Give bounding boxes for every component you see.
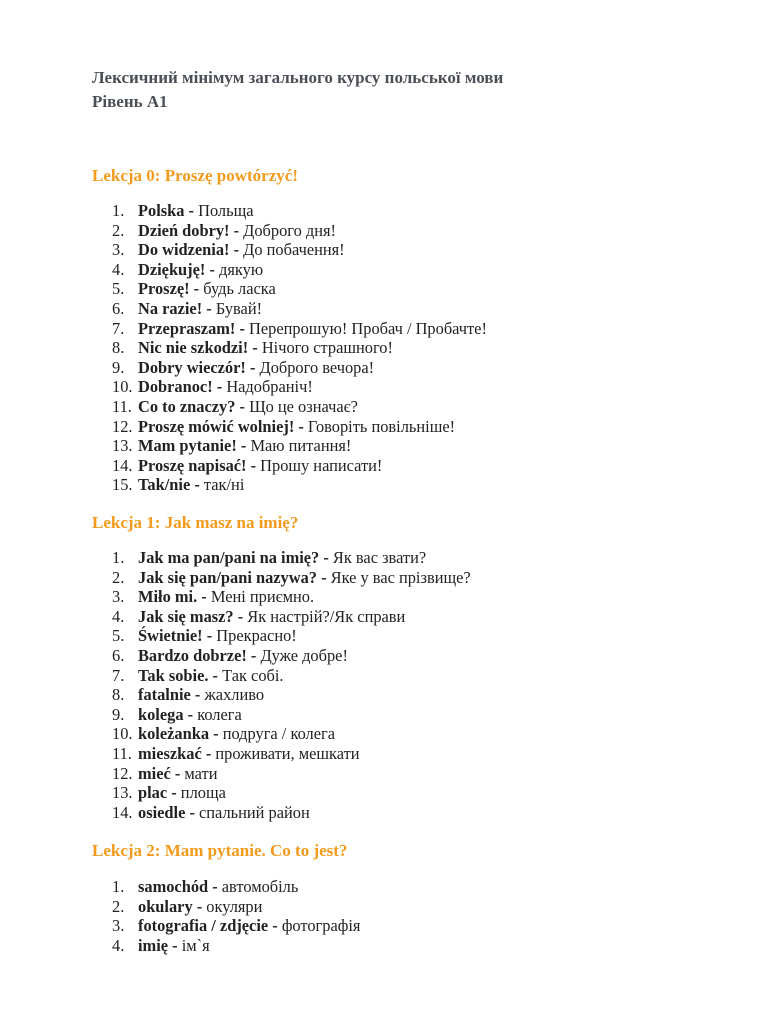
vocab-item [0, 319, 700, 339]
vocab-item [0, 358, 700, 378]
item-number: 2. [112, 896, 125, 916]
lesson-1-list [0, 548, 700, 822]
vocab-entry [138, 877, 298, 897]
polish-term: Przepraszam! - [138, 318, 245, 338]
ukrainian-translation: жахливо [200, 685, 265, 705]
ukrainian-translation: площа [176, 783, 226, 803]
polish-term: Proszę mówić wolniej! - [138, 416, 304, 436]
polish-term: Co to znaczy? - [138, 396, 245, 416]
vocab-item [0, 666, 700, 686]
ukrainian-translation: подруга / колега [218, 724, 336, 744]
item-number: 13. [112, 783, 133, 803]
polish-term: kolega - [138, 704, 194, 724]
lesson-2-list [0, 877, 700, 955]
polish-term: Proszę! - [138, 279, 200, 299]
vocab-entry [138, 377, 313, 397]
vocab-item [0, 201, 700, 221]
polish-term: Na razie! - [138, 298, 212, 318]
ukrainian-translation: Прошу написати! [256, 455, 383, 475]
ukrainian-translation: фотографія [277, 916, 361, 936]
item-number: 2. [112, 567, 125, 587]
polish-term: Do widzenia! - [138, 240, 240, 260]
vocab-entry [138, 916, 360, 936]
vocab-entry [138, 897, 262, 917]
vocab-entry [138, 358, 374, 378]
item-number: 3. [112, 916, 125, 936]
polish-term: osiedle - [138, 802, 195, 822]
ukrainian-translation: колега [193, 704, 242, 724]
vocab-entry [138, 626, 297, 646]
polish-term: Jak się pan/pani nazywa? - [138, 567, 327, 587]
polish-term: Dzień dobry! - [138, 220, 240, 240]
item-number: 8. [112, 685, 125, 705]
ukrainian-translation: Так собі. [218, 665, 284, 685]
ukrainian-translation: Нічого страшного! [257, 338, 393, 358]
vocab-entry [138, 397, 358, 417]
ukrainian-translation: Польща [194, 201, 254, 220]
vocab-entry [138, 803, 310, 823]
ukrainian-translation: дякую [214, 259, 264, 279]
item-number: 4. [112, 606, 125, 626]
vocab-item [0, 548, 700, 568]
vocab-item [0, 764, 700, 784]
polish-term: samochód - [138, 877, 218, 896]
vocab-entry [138, 744, 360, 764]
document-level: Рівень А1 [92, 92, 168, 111]
ukrainian-translation: Доброго вечора! [255, 357, 375, 377]
ukrainian-translation: будь ласка [199, 279, 276, 299]
vocab-item [0, 221, 700, 241]
polish-term: fotografia / zdjęcie - [138, 916, 278, 936]
vocab-item [0, 803, 700, 823]
item-number: 12. [112, 416, 133, 436]
ukrainian-translation: Яке у вас прізвище? [326, 567, 471, 587]
lesson-2-heading: Lekcja 2: Mam pytanie. Co to jest? [92, 841, 348, 860]
ukrainian-translation: Як вас звати? [328, 548, 427, 567]
vocab-entry [138, 764, 217, 784]
vocab-item [0, 475, 700, 495]
polish-term: Tak sobie. - [138, 665, 219, 685]
item-number: 7. [112, 665, 125, 685]
ukrainian-translation: Що це означає? [244, 396, 358, 416]
ukrainian-translation: До побачення! [239, 240, 345, 260]
vocab-item [0, 724, 700, 744]
vocab-item [0, 646, 700, 666]
vocab-entry [138, 568, 471, 588]
vocab-item [0, 397, 700, 417]
vocab-entry [138, 436, 351, 456]
vocab-item [0, 607, 700, 627]
lesson-1-heading: Lekcja 1: Jak masz na imię? [92, 513, 299, 532]
vocab-item [0, 626, 700, 646]
item-number: 12. [112, 763, 133, 783]
polish-term: Dobranoc! - [138, 377, 223, 397]
lesson-0-heading: Lekcja 0: Proszę powtórzyć! [92, 166, 298, 185]
vocab-entry [138, 299, 262, 319]
ukrainian-translation: Дуже добре! [256, 645, 348, 665]
document-title: Лексичний мінімум загального курсу польської мови [92, 68, 504, 87]
item-number: 11. [112, 396, 132, 416]
item-number: 7. [112, 318, 125, 338]
ukrainian-translation: окуляри [202, 896, 263, 916]
polish-term: Bardzo dobrze! - [138, 645, 257, 665]
item-number: 2. [112, 220, 125, 240]
item-number: 1. [112, 548, 125, 567]
vocab-item [0, 916, 700, 936]
item-number: 14. [112, 455, 133, 475]
vocab-entry [138, 685, 264, 705]
polish-term: imię - [138, 935, 178, 955]
item-number: 5. [112, 626, 125, 646]
vocab-entry [138, 646, 348, 666]
lesson-0-list [0, 201, 700, 495]
polish-term: Polska - [138, 201, 195, 220]
item-number: 13. [112, 436, 133, 456]
ukrainian-translation: проживати, мешкати [211, 743, 360, 763]
ukrainian-translation: мати [180, 763, 218, 783]
ukrainian-translation: Доброго дня! [239, 220, 336, 240]
vocab-entry [138, 221, 336, 241]
polish-term: Mam pytanie! - [138, 436, 247, 456]
vocab-item [0, 744, 700, 764]
vocab-entry [138, 319, 487, 339]
ukrainian-translation: ім`я [177, 935, 210, 955]
vocab-entry [138, 260, 263, 280]
polish-term: mieszkać - [138, 743, 212, 763]
vocab-entry [138, 548, 426, 568]
vocab-item [0, 685, 700, 705]
item-number: 3. [112, 240, 125, 260]
ukrainian-translation: спальний район [194, 802, 310, 822]
vocab-item [0, 240, 700, 260]
vocab-entry [138, 475, 244, 495]
item-number: 10. [112, 377, 133, 397]
ukrainian-translation: Бувай! [211, 298, 263, 318]
vocab-entry [138, 936, 210, 956]
ukrainian-translation: автомобіль [217, 877, 299, 896]
vocab-item [0, 279, 700, 299]
polish-term: okulary - [138, 896, 203, 916]
item-number: 9. [112, 357, 125, 377]
vocab-item [0, 783, 700, 803]
item-number: 10. [112, 724, 133, 744]
vocab-entry [138, 724, 335, 744]
item-number: 14. [112, 802, 133, 822]
polish-term: plac - [138, 783, 177, 803]
vocab-item [0, 260, 700, 280]
item-number: 9. [112, 704, 125, 724]
item-number: 11. [112, 743, 132, 763]
vocab-item [0, 705, 700, 725]
vocab-entry [138, 705, 242, 725]
polish-term: Dziękuję! - [138, 259, 215, 279]
polish-term: mieć - [138, 763, 181, 783]
vocab-item [0, 568, 700, 588]
vocab-entry [138, 279, 276, 299]
vocab-entry [138, 587, 314, 607]
item-number: 6. [112, 298, 125, 318]
vocab-item [0, 299, 700, 319]
ukrainian-translation: Маю питання! [246, 436, 352, 456]
polish-term: Jak się masz? - [138, 606, 244, 626]
polish-term: Miło mi. - [138, 587, 207, 607]
item-number: 3. [112, 587, 125, 607]
vocab-item [0, 877, 700, 897]
item-number: 4. [112, 259, 125, 279]
item-number: 8. [112, 338, 125, 358]
vocab-entry [138, 456, 382, 476]
polish-term: Nic nie szkodzi! - [138, 338, 258, 358]
ukrainian-translation: Мені приємно. [206, 587, 315, 607]
item-number: 6. [112, 645, 125, 665]
item-number: 1. [112, 201, 125, 220]
vocab-entry [138, 240, 345, 260]
ukrainian-translation: Надобраніч! [222, 377, 313, 397]
vocab-item [0, 456, 700, 476]
vocab-item [0, 897, 700, 917]
vocab-entry [138, 338, 393, 358]
item-number: 15. [112, 475, 133, 495]
ukrainian-translation: Перепрошую! Пробач / Пробачте! [244, 318, 487, 338]
ukrainian-translation: Говоріть повільніше! [303, 416, 456, 436]
polish-term: Tak/nie - [138, 475, 200, 495]
polish-term: koleżanka - [138, 724, 219, 744]
vocab-entry [138, 417, 455, 437]
item-number: 5. [112, 279, 125, 299]
vocab-entry [138, 666, 284, 686]
vocab-item [0, 936, 700, 956]
ukrainian-translation: Як настрій?/Як справи [243, 606, 406, 626]
vocab-item [0, 587, 700, 607]
polish-term: fatalnie - [138, 685, 201, 705]
vocab-item [0, 338, 700, 358]
item-number: 1. [112, 877, 125, 896]
polish-term: Dobry wieczór! - [138, 357, 256, 377]
polish-term: Proszę napisać! - [138, 455, 257, 475]
ukrainian-translation: так/ні [199, 475, 245, 495]
vocab-entry [138, 783, 226, 803]
polish-term: Świetnie! - [138, 626, 213, 646]
polish-term: Jak ma pan/pani na imię? - [138, 548, 329, 567]
vocab-item [0, 417, 700, 437]
item-number: 4. [112, 935, 125, 955]
ukrainian-translation: Прекрасно! [212, 626, 297, 646]
vocab-entry [138, 607, 405, 627]
vocab-entry [138, 201, 253, 221]
vocab-item [0, 377, 700, 397]
vocab-item [0, 436, 700, 456]
